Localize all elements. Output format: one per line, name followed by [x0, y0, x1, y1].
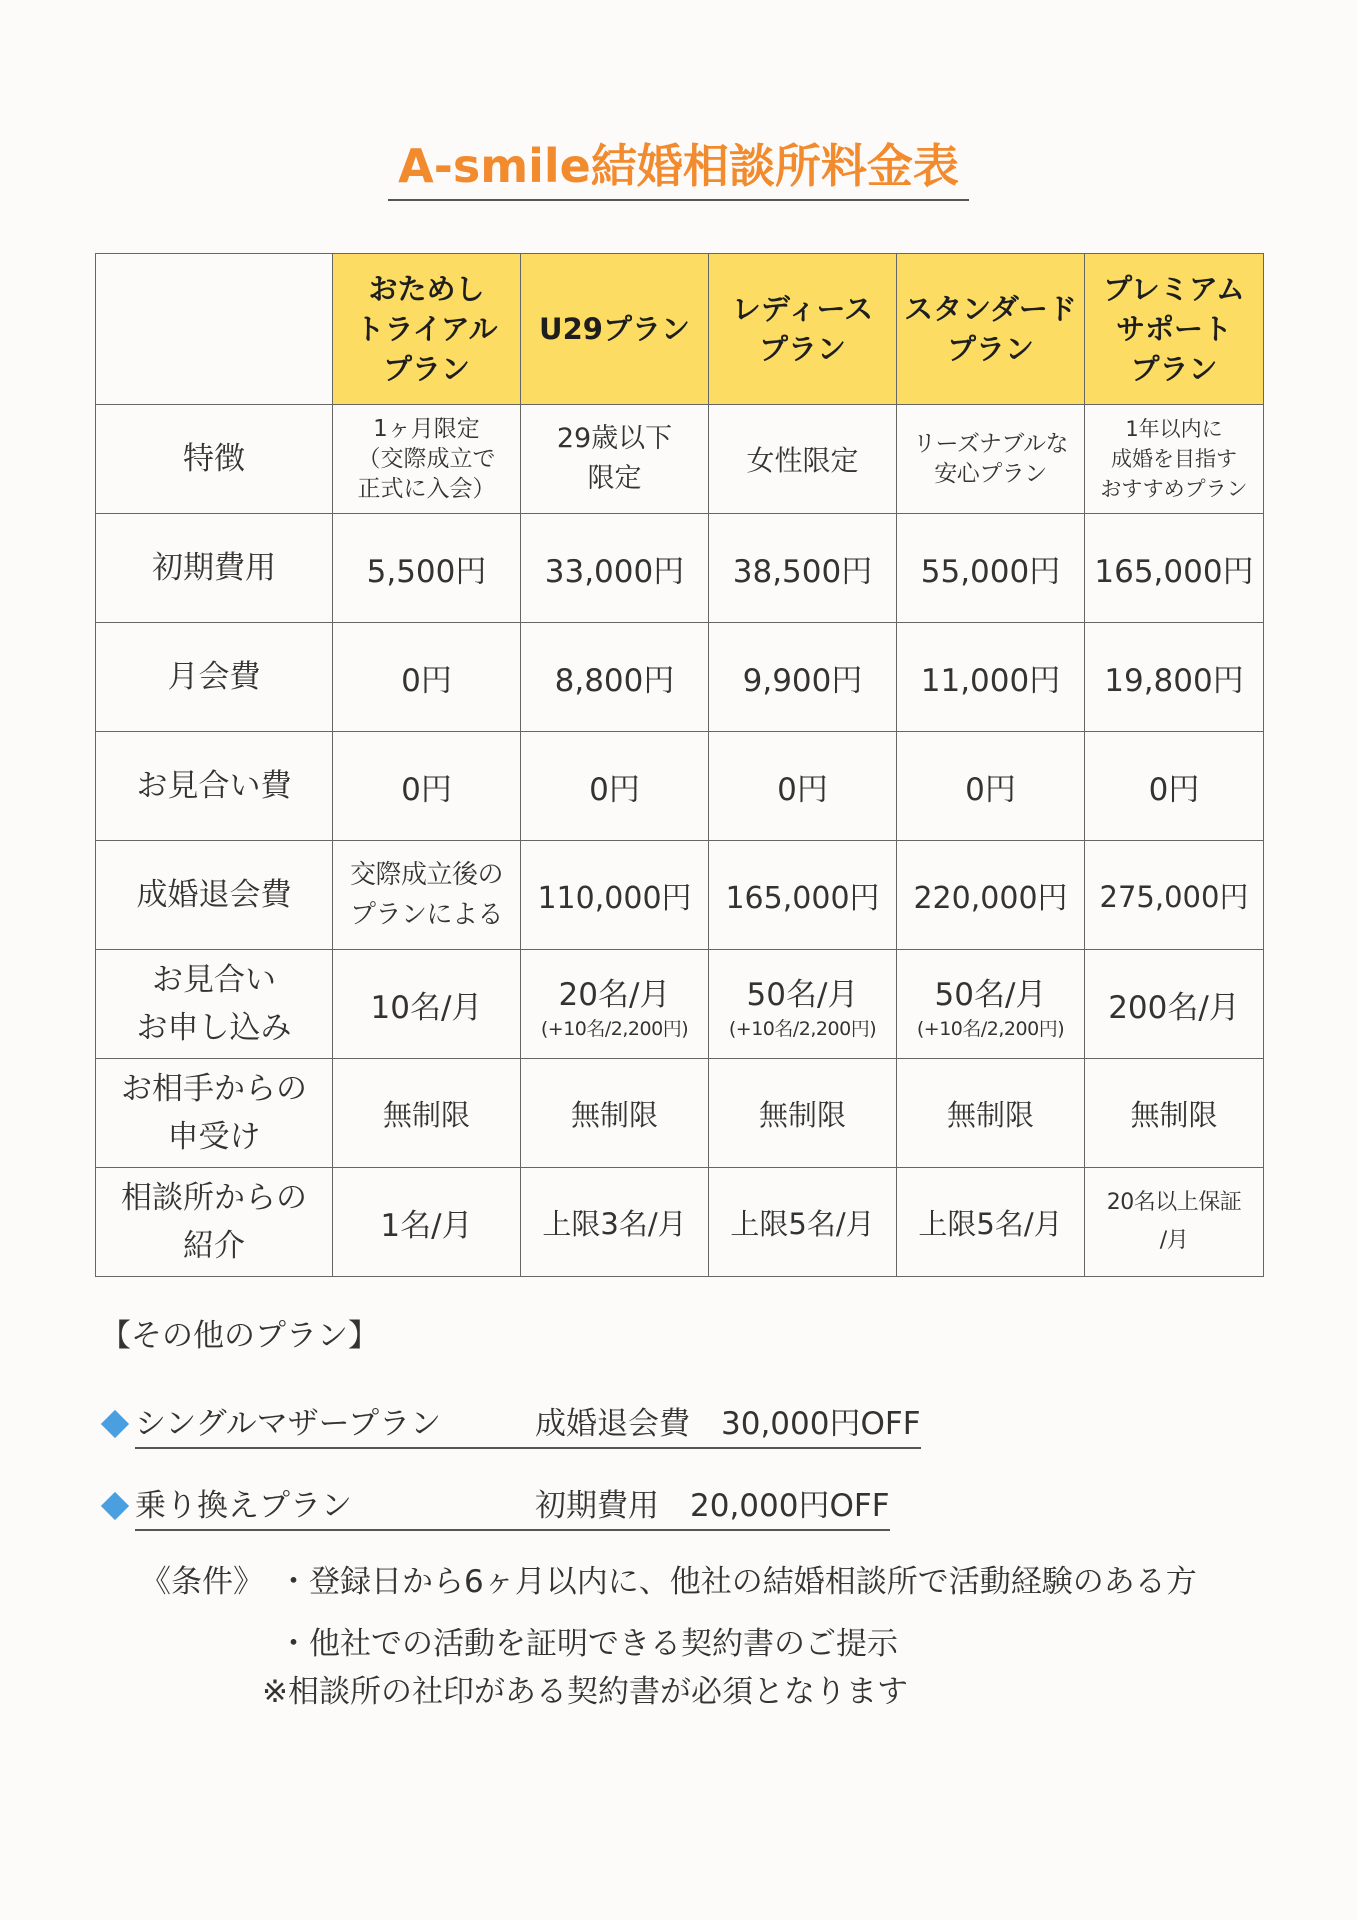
other-plan-text	[135, 1480, 890, 1531]
cell-initial-fee-standard: 55,000円	[897, 514, 1085, 623]
cell-monthly-fee-premium: 19,800円	[1085, 623, 1264, 732]
other-plan-text	[135, 1398, 921, 1449]
cell-received-requests-u29: 無制限	[521, 1059, 709, 1168]
row-label-omiai-fee: お見合い費	[96, 732, 333, 841]
table-row-initial-fee	[96, 514, 1264, 623]
table-row-marriage-fee	[96, 841, 1264, 950]
cell-omiai-requests-trial	[333, 950, 521, 1059]
row-label-omiai-requests: お見合い お申し込み	[96, 950, 333, 1059]
diamond-bullet-icon	[101, 1409, 129, 1437]
cell-initial-fee-u29: 33,000円	[521, 514, 709, 623]
cell-received-requests-standard: 無制限	[897, 1059, 1085, 1168]
row-label-received-requests: お相手からの 申受け	[96, 1059, 333, 1168]
other-plan-detail: 成婚退会費 30,000円OFF	[535, 1406, 921, 1442]
condition-item: ・他社での活動を証明できる契約書のご提示	[278, 1626, 898, 1662]
cell-received-requests-ladies: 無制限	[709, 1059, 897, 1168]
cell-omiai-fee-trial: 0円	[333, 732, 521, 841]
cell-omiai-requests-ladies-note: (+10名/2,200円)	[728, 1017, 877, 1040]
cell-omiai-requests-u29	[521, 950, 709, 1059]
cell-features-trial: 1ヶ月限定 （交際成立で 正式に入会）	[333, 405, 521, 514]
table-row-omiai-requests	[96, 950, 1264, 1059]
cell-introductions-ladies: 上限5名/月	[709, 1168, 897, 1277]
cell-initial-fee-trial: 5,500円	[333, 514, 521, 623]
header-corner	[96, 254, 333, 405]
page-title: A-smile結婚相談所料金表	[388, 140, 969, 201]
plan-header-u29: U29プラン	[521, 254, 709, 405]
cell-monthly-fee-trial: 0円	[333, 623, 521, 732]
cell-omiai-fee-u29: 0円	[521, 732, 709, 841]
other-plans-heading: 【その他のプラン】	[100, 1318, 379, 1354]
cell-omiai-requests-standard	[897, 950, 1085, 1059]
cell-introductions-standard: 上限5名/月	[897, 1168, 1085, 1277]
table-row-received-requests	[96, 1059, 1264, 1168]
cell-monthly-fee-ladies: 9,900円	[709, 623, 897, 732]
plan-header-row	[96, 254, 1264, 405]
other-plan-item	[100, 1398, 921, 1449]
other-plan-name: シングルマザープラン	[135, 1406, 442, 1442]
cell-marriage-fee-premium: 275,000円	[1085, 841, 1264, 950]
cell-monthly-fee-u29: 8,800円	[521, 623, 709, 732]
cell-features-standard: リーズナブルな 安心プラン	[897, 405, 1085, 514]
cell-features-premium: 1年以内に 成婚を目指す おすすめプラン	[1085, 405, 1264, 514]
plan-header-premium: プレミアム サポート プラン	[1085, 254, 1264, 405]
cell-marriage-fee-standard: 220,000円	[897, 841, 1085, 950]
other-plan-item	[100, 1480, 890, 1531]
conditions-note: ※相談所の社印がある契約書が必須となります	[262, 1674, 908, 1710]
condition-item: ・登録日から6ヶ月以内に、他社の結婚相談所で活動経験のある方	[278, 1564, 1197, 1600]
other-plan-detail: 初期費用 20,000円OFF	[535, 1488, 890, 1524]
cell-omiai-requests-ladies-value: 50名/月	[746, 976, 859, 1013]
fee-table	[95, 253, 1264, 1277]
cell-omiai-fee-premium: 0円	[1085, 732, 1264, 841]
cell-initial-fee-premium: 165,000円	[1085, 514, 1264, 623]
diamond-bullet-icon	[101, 1491, 129, 1519]
cell-marriage-fee-u29: 110,000円	[521, 841, 709, 950]
cell-omiai-requests-premium-value: 200名/月	[1108, 989, 1240, 1026]
cell-received-requests-trial: 無制限	[333, 1059, 521, 1168]
plan-header-standard: スタンダード プラン	[897, 254, 1085, 405]
cell-received-requests-premium: 無制限	[1085, 1059, 1264, 1168]
cell-omiai-requests-trial-value: 10名/月	[370, 989, 483, 1026]
cell-omiai-fee-standard: 0円	[897, 732, 1085, 841]
row-label-monthly-fee: 月会費	[96, 623, 333, 732]
cell-introductions-u29: 上限3名/月	[521, 1168, 709, 1277]
cell-marriage-fee-trial: 交際成立後の プランによる	[333, 841, 521, 950]
plan-header-trial: おためし トライアル プラン	[333, 254, 521, 405]
conditions-label: 《条件》	[140, 1564, 264, 1600]
cell-omiai-requests-u29-value: 20名/月	[558, 976, 671, 1013]
cell-marriage-fee-ladies: 165,000円	[709, 841, 897, 950]
row-label-marriage-fee: 成婚退会費	[96, 841, 333, 950]
other-plan-name: 乗り換えプラン	[135, 1488, 352, 1524]
cell-monthly-fee-standard: 11,000円	[897, 623, 1085, 732]
cell-initial-fee-ladies: 38,500円	[709, 514, 897, 623]
cell-introductions-premium: 20名以上保証 /月	[1085, 1168, 1264, 1277]
cell-omiai-requests-standard-note: (+10名/2,200円)	[916, 1017, 1065, 1040]
cell-omiai-fee-ladies: 0円	[709, 732, 897, 841]
table-row-monthly-fee	[96, 623, 1264, 732]
table-row-features	[96, 405, 1264, 514]
cell-introductions-trial: 1名/月	[333, 1168, 521, 1277]
plan-header-ladies: レディース プラン	[709, 254, 897, 405]
table-row-introductions	[96, 1168, 1264, 1277]
table-row-omiai-fee	[96, 732, 1264, 841]
cell-features-u29: 29歳以下 限定	[521, 405, 709, 514]
cell-features-ladies: 女性限定	[709, 405, 897, 514]
cell-omiai-requests-premium	[1085, 950, 1264, 1059]
cell-omiai-requests-u29-note: (+10名/2,200円)	[540, 1017, 689, 1040]
row-label-introductions: 相談所からの 紹介	[96, 1168, 333, 1277]
cell-omiai-requests-ladies	[709, 950, 897, 1059]
row-label-features: 特徴	[96, 405, 333, 514]
cell-omiai-requests-standard-value: 50名/月	[934, 976, 1047, 1013]
row-label-initial-fee: 初期費用	[96, 514, 333, 623]
